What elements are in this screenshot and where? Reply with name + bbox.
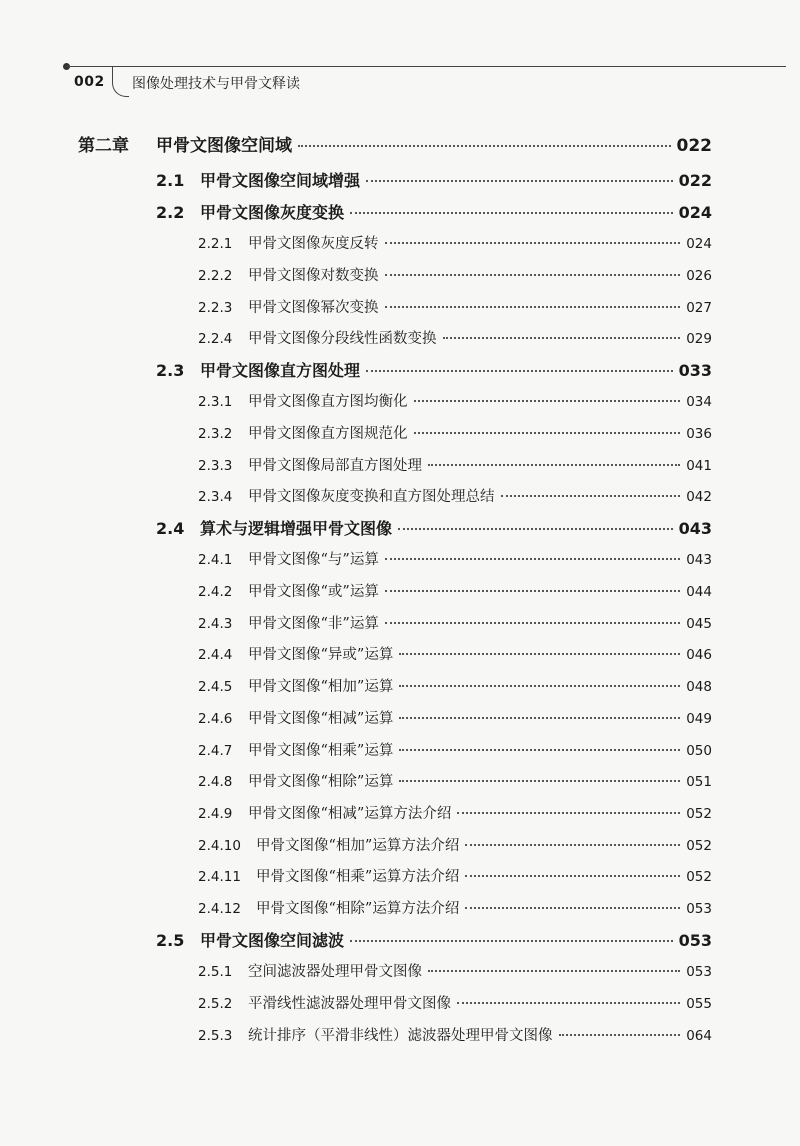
header-rule-curve <box>112 66 129 97</box>
toc-title: 甲骨文图像“相乘”运算 <box>248 743 394 759</box>
page-number: 002 <box>74 74 105 90</box>
toc-title: 甲骨文图像“相加”运算方法介绍 <box>256 838 460 854</box>
toc-title: 甲骨文图像“或”运算 <box>248 584 379 600</box>
toc-page: 051 <box>686 774 712 790</box>
toc-title: 甲骨文图像局部直方图处理 <box>248 458 422 474</box>
toc-section-2-2[interactable] <box>156 200 712 223</box>
toc-number: 2.5 <box>156 931 185 950</box>
toc-page: 052 <box>686 869 712 885</box>
toc-page: 043 <box>686 552 712 568</box>
toc-title: 甲骨文图像灰度变换 <box>200 203 345 222</box>
dot-leader <box>385 590 680 592</box>
toc-title: 甲骨文图像“非”运算 <box>248 616 379 632</box>
toc-title: 甲骨文图像直方图均衡化 <box>248 394 408 410</box>
toc-number: 2.4.12 <box>198 901 241 917</box>
toc-number: 2.2.3 <box>198 300 233 316</box>
dot-leader <box>350 212 673 214</box>
toc-number: 2.2.2 <box>198 268 233 284</box>
toc-subsection-2-2-1[interactable] <box>198 232 712 253</box>
toc-number: 2.3.2 <box>198 426 233 442</box>
dot-leader <box>399 653 680 655</box>
toc-title: 甲骨文图像“相加”运算 <box>248 679 394 695</box>
toc-subsection-2-4-1[interactable] <box>198 548 712 569</box>
dot-leader <box>366 180 673 182</box>
toc-number: 2.4.1 <box>198 552 233 568</box>
toc-subsection-2-4-6[interactable] <box>198 707 712 728</box>
toc-subsection-2-4-4[interactable] <box>198 643 712 664</box>
toc-number: 第二章 <box>78 136 129 156</box>
toc-number: 2.4.2 <box>198 584 233 600</box>
dot-leader <box>457 812 680 814</box>
page-header <box>0 0 800 110</box>
toc-page: 024 <box>678 203 712 222</box>
toc-number: 2.3.3 <box>198 458 233 474</box>
dot-leader <box>398 528 673 530</box>
toc-number: 2.4.9 <box>198 806 233 822</box>
toc-page: 026 <box>686 268 712 284</box>
toc-title: 甲骨文图像“相乘”运算方法介绍 <box>256 869 460 885</box>
toc-title: 甲骨文图像分段线性函数变换 <box>248 331 437 347</box>
toc-title: 甲骨文图像直方图规范化 <box>248 426 408 442</box>
toc-number: 2.4.10 <box>198 838 241 854</box>
toc-subsection-2-4-3[interactable] <box>198 612 712 633</box>
toc-page: 052 <box>686 806 712 822</box>
toc-page: 024 <box>686 236 712 252</box>
dot-leader <box>298 145 671 147</box>
dot-leader <box>385 242 681 244</box>
toc-section-2-1[interactable] <box>156 168 712 191</box>
toc-page: 045 <box>686 616 712 632</box>
toc-title: 甲骨文图像灰度变换和直方图处理总结 <box>248 489 495 505</box>
toc-subsection-2-4-12[interactable] <box>198 897 712 918</box>
toc-title: 算术与逻辑增强甲骨文图像 <box>200 519 393 538</box>
toc-subsection-2-2-2[interactable] <box>198 264 712 285</box>
toc-page: 029 <box>686 331 712 347</box>
toc-subsection-2-4-2[interactable] <box>198 580 712 601</box>
toc-number: 2.2.1 <box>198 236 233 252</box>
toc-title: 甲骨文图像幂次变换 <box>248 300 379 316</box>
toc-number: 2.2 <box>156 203 185 222</box>
dot-leader <box>399 685 680 687</box>
dot-leader <box>501 495 681 497</box>
toc-subsection-2-4-5[interactable] <box>198 675 712 696</box>
toc-page: 044 <box>686 584 712 600</box>
toc-title: 甲骨文图像空间域增强 <box>200 171 361 190</box>
toc-number: 2.1 <box>156 171 185 190</box>
toc-title: 空间滤波器处理甲骨文图像 <box>248 964 422 980</box>
toc-number: 2.4.4 <box>198 647 233 663</box>
dot-leader <box>414 432 681 434</box>
dot-leader <box>428 464 680 466</box>
toc-subsection-2-5-3[interactable] <box>198 1024 712 1045</box>
toc-number: 2.5.2 <box>198 996 233 1012</box>
toc-number: 2.4.11 <box>198 869 241 885</box>
toc-section-2-3[interactable] <box>156 358 712 381</box>
toc-number: 2.3.1 <box>198 394 233 410</box>
toc-page: 022 <box>678 171 712 190</box>
dot-leader <box>399 780 680 782</box>
toc-number: 2.4.5 <box>198 679 233 695</box>
toc-chapter-2[interactable] <box>78 131 712 156</box>
toc-subsection-2-5-2[interactable] <box>198 992 712 1013</box>
toc-title: 甲骨文图像空间域 <box>156 136 292 156</box>
toc-title: 甲骨文图像“相减”运算方法介绍 <box>248 806 452 822</box>
dot-leader <box>465 875 680 877</box>
toc-number: 2.5.3 <box>198 1028 233 1044</box>
toc-title: 甲骨文图像“相除”运算 <box>248 774 394 790</box>
dot-leader <box>385 622 680 624</box>
toc-title: 甲骨文图像对数变换 <box>248 268 379 284</box>
toc-number: 2.4.8 <box>198 774 233 790</box>
toc-page: 043 <box>678 519 712 538</box>
dot-leader <box>385 558 680 560</box>
header-rule <box>66 66 786 67</box>
toc-page: 046 <box>686 647 712 663</box>
toc-subsection-2-4-8[interactable] <box>198 770 712 791</box>
toc-title: 甲骨文图像“相除”运算方法介绍 <box>256 901 460 917</box>
toc-title: 甲骨文图像灰度反转 <box>248 236 379 252</box>
toc-number: 2.5.1 <box>198 964 233 980</box>
dot-leader <box>428 970 680 972</box>
toc-page: 041 <box>686 458 712 474</box>
toc-page: 027 <box>686 300 712 316</box>
toc-page: 055 <box>686 996 712 1012</box>
toc-number: 2.3.4 <box>198 489 233 505</box>
toc-number: 2.4.6 <box>198 711 233 727</box>
toc-title: 甲骨文图像“相减”运算 <box>248 711 394 727</box>
toc-section-2-5[interactable] <box>156 928 712 951</box>
toc-subsection-2-3-1[interactable] <box>198 390 712 411</box>
toc-title: 甲骨文图像空间滤波 <box>200 931 345 950</box>
toc-subsection-2-3-4[interactable] <box>198 485 712 506</box>
dot-leader <box>350 940 673 942</box>
dot-leader <box>443 337 681 339</box>
toc-number: 2.4 <box>156 519 185 538</box>
dot-leader <box>465 907 680 909</box>
dot-leader <box>559 1034 681 1036</box>
toc-title: 甲骨文图像“与”运算 <box>248 552 379 568</box>
toc-page: 042 <box>686 489 712 505</box>
toc-page: 064 <box>686 1028 712 1044</box>
dot-leader <box>465 844 680 846</box>
dot-leader <box>385 274 681 276</box>
toc-page: 053 <box>686 964 712 980</box>
toc-page: 048 <box>686 679 712 695</box>
running-title: 图像处理技术与甲骨文释读 <box>132 76 300 92</box>
toc-page: 033 <box>678 361 712 380</box>
dot-leader <box>399 749 680 751</box>
toc-subsection-2-4-7[interactable] <box>198 739 712 760</box>
toc-subsection-2-3-3[interactable] <box>198 454 712 475</box>
toc-page: 053 <box>678 931 712 950</box>
toc-page: 049 <box>686 711 712 727</box>
toc-subsection-2-4-11[interactable] <box>198 865 712 886</box>
toc-title: 平滑线性滤波器处理甲骨文图像 <box>248 996 451 1012</box>
toc-subsection-2-3-2[interactable] <box>198 422 712 443</box>
toc-number: 2.2.4 <box>198 331 233 347</box>
toc-title: 统计排序（平滑非线性）滤波器处理甲骨文图像 <box>248 1028 553 1044</box>
toc-page: 022 <box>676 136 712 156</box>
dot-leader <box>366 370 673 372</box>
toc-number: 2.4.3 <box>198 616 233 632</box>
dot-leader <box>414 400 681 402</box>
dot-leader <box>385 306 681 308</box>
toc-subsection-2-4-9[interactable] <box>198 802 712 823</box>
toc-page: 052 <box>686 838 712 854</box>
toc-page: 050 <box>686 743 712 759</box>
toc-section-2-4[interactable] <box>156 516 712 539</box>
dot-leader <box>457 1002 680 1004</box>
toc-page: 034 <box>686 394 712 410</box>
toc-page: 053 <box>686 901 712 917</box>
toc-subsection-2-5-1[interactable] <box>198 960 712 981</box>
dot-leader <box>399 717 680 719</box>
toc-title: 甲骨文图像“异或”运算 <box>248 647 394 663</box>
toc-subsection-2-2-3[interactable] <box>198 296 712 317</box>
toc-subsection-2-2-4[interactable] <box>198 327 712 348</box>
toc-number: 2.4.7 <box>198 743 233 759</box>
toc-number: 2.3 <box>156 361 185 380</box>
toc-subsection-2-4-10[interactable] <box>198 834 712 855</box>
toc-title: 甲骨文图像直方图处理 <box>200 361 361 380</box>
toc-page: 036 <box>686 426 712 442</box>
